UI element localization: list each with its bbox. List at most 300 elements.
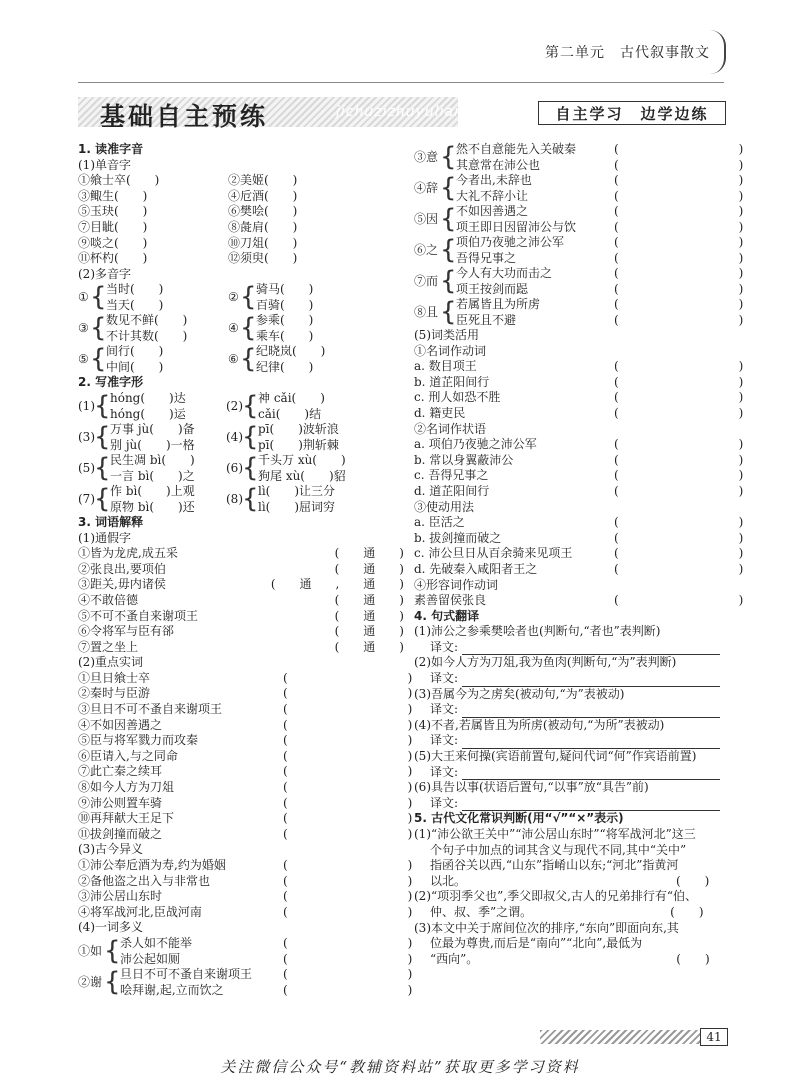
polysemy-group (414, 142, 744, 173)
translation-answer-row (414, 671, 728, 687)
question-item: 项伯乃夜驰之沛公军 (456, 235, 565, 249)
item-number: ②谢 (78, 974, 103, 989)
answer-blank: ( ) (614, 188, 744, 203)
polysemy-group (414, 204, 744, 235)
question-item: 其意常在沛公也 (456, 157, 541, 172)
question-item: c. 刑人如恐不胜 (414, 390, 501, 405)
tongjia-row (78, 624, 408, 640)
item-number: ④辞 (414, 181, 439, 195)
subheading: (1)单音字 (78, 157, 131, 172)
answer-blank: ( ) (283, 889, 413, 904)
question-item: ②张良出,要项伯 (78, 561, 166, 576)
single-char-row (78, 189, 408, 205)
item-number: ⑧且 (414, 305, 439, 319)
word-class-row (414, 405, 744, 422)
question-item: 臣死且不避 (456, 312, 517, 327)
question-item: pī( )荆斩棘 (258, 437, 339, 452)
subheading: ④形容词作动词 (414, 577, 499, 592)
item-number: ⑥之 (414, 243, 439, 257)
translation-answer-row (414, 640, 728, 656)
question-item: 旦日不可不蚤自来谢项王 (120, 966, 253, 981)
answer-blank: ( ) (283, 764, 413, 779)
question-item: 不计其数( ) (106, 328, 188, 343)
left-column (78, 142, 413, 998)
question-item: lì( )让三分 (258, 483, 336, 498)
answer-blank: ( ) (283, 717, 413, 732)
question-item: 狗尾 xù( )貂 (258, 468, 346, 483)
word-class-row (414, 390, 744, 406)
question-item: b. 拔剑撞而破之 (414, 530, 502, 545)
word-class-row (414, 561, 744, 578)
answer-blank: ( 通 , 通 ) (270, 577, 404, 592)
question-item: 沛公起如厕 (120, 951, 181, 966)
answer-blank: ( ) (614, 483, 744, 498)
question-item: 今者出,未辞也 (456, 173, 532, 187)
right-column (414, 142, 744, 967)
question-item: hóng( )达 (110, 390, 186, 405)
question-item: 然不自意能先入关破秦 (456, 142, 577, 156)
translation-answer-row (414, 765, 728, 781)
item-number: ⑤ (78, 352, 89, 367)
footer-note: 关注微信公众号“教辅资料站”获取更多学习资料 (220, 1058, 580, 1076)
glyph-group (78, 484, 408, 515)
item-number: ④ (228, 321, 239, 336)
subheading: (5)词类活用 (414, 328, 479, 342)
guyi-row (78, 873, 413, 890)
question-item: d. 先破秦入咸阳者王之 (414, 561, 538, 576)
question-item: 万事 jù( )备 (110, 421, 195, 436)
question-item: a. 项伯乃夜驰之沛公军 (414, 437, 537, 452)
question-item: 参乘( ) (256, 313, 314, 328)
answer-blank: ( ) (614, 250, 744, 265)
question-item: 间行( ) (106, 344, 164, 359)
question-item: ⑩再拜献大王足下 (78, 811, 175, 826)
question-item: 百骑( ) (256, 297, 314, 312)
culture-question-line: (3)本文中关于席间位次的排序,“东向”即面向东,其 (414, 920, 679, 935)
brace-icon: { (94, 452, 111, 483)
question-item: ②备他盗之出入与非常也 (78, 873, 211, 888)
question-item: lì( )屈词穷 (258, 499, 336, 514)
answer-blank: ( ) (614, 515, 744, 530)
brace-icon: { (242, 421, 259, 452)
brace-icon: { (440, 173, 457, 203)
question-item: ④将军战河北,臣战河南 (78, 904, 202, 919)
glyph-group (78, 391, 408, 422)
subheading: (1)通假字 (78, 530, 131, 545)
glyph-group (78, 422, 408, 453)
brace-icon: { (90, 344, 107, 375)
brace-icon: { (440, 142, 457, 172)
question-item: a. 数目项王 (414, 359, 477, 374)
answer-line (462, 674, 720, 687)
subheading: ②名词作状语 (414, 421, 487, 436)
answer-blank: ( ) (614, 173, 744, 187)
question-item: ⑤臣与将军戮力而攻秦 (78, 733, 199, 748)
brace-icon: { (240, 282, 257, 313)
word-class-row (414, 359, 744, 375)
question-item: ③距关,毋内诸侯 (78, 577, 166, 592)
question-item: 纪晓岚( ) (256, 344, 326, 359)
section-heading: 1. 读准字音 (78, 142, 144, 156)
single-char-row (78, 204, 408, 220)
question-item: ③旦日不可不蚤自来谢项王 (78, 702, 223, 717)
question-item: 民生凋 bì( ) (110, 452, 195, 467)
guyi-row (78, 858, 413, 874)
item-number: ①如 (78, 943, 103, 958)
brace-icon: { (104, 966, 121, 997)
answer-blank: ( ) (283, 670, 413, 685)
question-item: d. 籍吏民 (414, 405, 466, 420)
tongjia-row (78, 593, 408, 609)
answer-line (462, 767, 720, 780)
question-item: ③沛公居山东时 (78, 889, 163, 904)
brace-icon: { (440, 297, 457, 327)
culture-question-line: 个句子中加点的词其含义与现代不同,其中“关中” (430, 842, 687, 857)
answer-blank: ( ) (283, 858, 413, 872)
question-item: ①沛公奉卮酒为寿,约为婚姻 (78, 858, 226, 872)
answer-blank: ( ) (283, 748, 413, 763)
answer-blank: ( ) (614, 546, 744, 561)
answer-blank: ( ) (614, 266, 744, 280)
polysemy-group (414, 173, 744, 204)
culture-question-line: 位最为尊贵,而后是“南向”“北向”,最低为 (430, 936, 643, 951)
answer-blank: ( ) (283, 811, 413, 826)
question-item: b. 道芷阳间行 (414, 374, 490, 389)
answer-blank: ( ) (283, 904, 413, 919)
brace-icon: { (242, 452, 259, 483)
shici-row (78, 764, 413, 780)
translation-question: (2)如今人方为刀俎,我为鱼肉(判断句,“为”表判断) (414, 655, 677, 670)
brace-icon: { (240, 313, 257, 344)
answer-line (462, 798, 720, 811)
question-item: ⑨沛公则置车骑 (78, 795, 163, 810)
question-item: ⑥臣请入,与之同命 (78, 748, 178, 763)
answer-blank: ( ) (614, 157, 744, 172)
brace-icon: { (240, 344, 257, 375)
question-item: ⑧彘肩( ) (228, 219, 298, 234)
answer-blank: ( ) (283, 686, 413, 701)
brace-icon: { (440, 204, 457, 234)
question-item: 杀人如不能举 (120, 935, 193, 950)
item-number: (7) (78, 491, 95, 506)
word-class-row (414, 468, 744, 484)
tongjia-row (78, 577, 408, 593)
header-bracket (710, 30, 726, 74)
subheading: (4)一词多义 (78, 920, 143, 935)
brace-icon: { (104, 935, 121, 966)
subheading: (2)重点实词 (78, 655, 143, 670)
banner-subtitle: 自主学习 边学边练 (538, 101, 726, 125)
question-item: c. 沛公旦日从百余骑来见项王 (414, 546, 573, 561)
item-number: (1) (78, 398, 95, 413)
translation-label: 译文: (430, 639, 459, 654)
answer-blank: ( 通 ) (334, 592, 404, 607)
footer-stripe (540, 1030, 726, 1044)
question-item: 乘车( ) (256, 328, 314, 343)
shici-row (78, 702, 413, 718)
question-item: 骑马( ) (256, 282, 314, 297)
answer-blank: ( ) (283, 982, 413, 997)
section-heading: 4. 句式翻译 (414, 608, 480, 623)
answer-blank: ( ) (283, 733, 413, 748)
shici-row (78, 811, 413, 827)
word-class-row (414, 483, 744, 500)
word-class-row (414, 437, 744, 453)
shici-row (78, 670, 413, 687)
header-rule (78, 82, 724, 83)
culture-question-line: “西向”。 ( ) (430, 951, 710, 966)
polysemy-group (414, 266, 744, 297)
brace-icon: { (242, 483, 259, 514)
single-char-row (78, 173, 408, 189)
polysemy-group (78, 966, 413, 998)
translation-question: (3)吾属今为之虏矣(被动句,“为”表被动) (414, 686, 625, 701)
question-item: hóng( )运 (110, 406, 186, 421)
answer-blank: ( ) (283, 795, 413, 810)
question-item: 项王即日因留沛公与饮 (456, 219, 577, 234)
question-item: ④卮酒( ) (228, 188, 298, 203)
header-title: 第二单元 古代叙事散文 (545, 45, 710, 61)
question-item: ⑥令将军与臣有郤 (78, 624, 175, 639)
question-item: ⑦目眦( ) (78, 219, 148, 234)
question-item: ⑥樊哙( ) (228, 204, 298, 219)
brace-icon: { (242, 390, 259, 421)
polysemy-group (78, 935, 413, 967)
shici-row (78, 686, 413, 702)
shici-row (78, 717, 413, 734)
tongjia-row (78, 640, 408, 656)
question-item: ⑦置之坐上 (78, 639, 139, 654)
question-item: pī( )波斩浪 (258, 421, 339, 436)
question-item: ⑦此亡秦之续耳 (78, 764, 163, 779)
question-item: cǎi( )结 (258, 406, 322, 421)
question-item: 中间( ) (106, 359, 164, 374)
question-item: 纪律( ) (256, 359, 314, 374)
brace-icon: { (94, 421, 111, 452)
answer-blank: ( ) (614, 593, 744, 608)
section-heading: 3. 词语解释 (78, 514, 144, 529)
answer-blank: ( ) (614, 219, 744, 234)
word-class-row (414, 530, 744, 547)
answer-blank: ( ) (283, 702, 413, 717)
banner-pinyin: jichuzizhuyulian (336, 104, 464, 120)
answer-blank: ( ) (614, 312, 744, 327)
guyi-row (78, 889, 413, 905)
answer-line (462, 642, 720, 655)
question-item: 不如因善遇之 (456, 204, 529, 218)
answer-blank: ( ) (614, 437, 744, 452)
shici-row (78, 795, 413, 812)
answer-blank: ( ) (614, 281, 744, 296)
multi-char-group (78, 313, 408, 344)
translation-label: 译文: (430, 671, 459, 686)
question-item: ④不如因善遇之 (78, 717, 163, 732)
item-number: ③ (78, 321, 89, 336)
answer-blank: ( ) (614, 374, 744, 389)
question-item: ③鲰生( ) (78, 188, 148, 203)
answer-line (462, 705, 720, 718)
section-banner (78, 97, 724, 131)
shici-row (78, 733, 413, 749)
shici-row (78, 748, 413, 765)
question-item: 素善留侯张良 (414, 593, 487, 608)
answer-blank: ( ) (614, 204, 744, 218)
question-item: ⑧如今人方为刀俎 (78, 780, 175, 795)
question-item: ⑤不可不蚤自来谢项王 (78, 608, 199, 623)
translation-answer-row (414, 796, 728, 812)
translation-label: 译文: (430, 733, 459, 748)
item-number: (6) (226, 460, 243, 475)
answer-blank: ( ) (283, 873, 413, 888)
section-heading: 2. 写准字形 (78, 375, 144, 390)
subheading: (2)多音字 (78, 266, 131, 281)
polysemy-group (414, 235, 744, 266)
question-item: ④不敢倍德 (78, 592, 139, 607)
item-number: ③意 (414, 150, 439, 164)
culture-question-line: 指函谷关以西,“山东”指崤山以东;“河北”指黄河 (430, 858, 679, 873)
translation-label: 译文: (430, 764, 459, 779)
item-number: ⑤因 (414, 212, 439, 226)
section-heading: 5. 古代文化常识判断(用“√”“×”表示) (414, 811, 624, 826)
answer-blank: ( ) (283, 826, 413, 841)
question-item: ⑫须臾( ) (228, 251, 298, 266)
item-number: ⑦而 (414, 274, 439, 288)
question-item: 原物 bì( )还 (110, 499, 195, 514)
answer-blank: ( ) (614, 468, 744, 483)
tongjia-row (78, 546, 408, 562)
glyph-group (78, 453, 408, 484)
answer-line (462, 736, 720, 749)
brace-icon: { (94, 483, 111, 514)
question-item: 千头万 xù( ) (258, 452, 346, 467)
question-item: 别 jù( )一格 (110, 437, 195, 452)
brace-icon: { (440, 266, 457, 296)
answer-blank: ( 通 ) (334, 561, 404, 576)
answer-blank: ( ) (614, 359, 744, 374)
answer-blank: ( 通 ) (334, 546, 404, 561)
translation-question: (5)大王来何操(宾语前置句,疑问代词“何”作宾语前置) (414, 749, 697, 764)
translation-question: (1)沛公之参乘樊哙者也(判断句,“者也”表判断) (414, 624, 661, 639)
translation-question: (4)不者,若属皆且为所虏(被动句,“为所”表被动) (414, 717, 665, 732)
word-class-row (414, 515, 744, 531)
tongjia-row (78, 609, 408, 625)
item-number: (4) (226, 429, 243, 444)
translation-label: 译文: (430, 702, 459, 717)
brace-icon: { (90, 313, 107, 344)
answer-blank: ( ) (614, 235, 744, 249)
shici-row (78, 826, 413, 843)
brace-icon: { (440, 235, 457, 265)
question-item: 项王按剑而跽 (456, 281, 529, 296)
culture-question-line: 仲、叔、季”之谓。 ( ) (430, 904, 704, 919)
item-number: (3) (78, 429, 95, 444)
word-class-row (414, 374, 744, 391)
question-item: 数见不鲜( ) (106, 313, 188, 328)
question-item: ⑤玉玦( ) (78, 204, 148, 219)
answer-blank: ( ) (614, 297, 744, 311)
translation-answer-row (414, 702, 728, 718)
question-item: a. 臣活之 (414, 515, 465, 530)
question-item: 一言 bì( )之 (110, 468, 195, 483)
subheading: ③使动用法 (414, 499, 475, 514)
answer-blank: ( ) (283, 951, 413, 966)
culture-question-line: (2)“项羽季父也”,季父即叔父,古人的兄弟排行有“伯、 (414, 889, 698, 904)
page-number: 41 (700, 1028, 728, 1046)
subheading: ①名词作动词 (414, 343, 487, 358)
question-item: 今人有大功而击之 (456, 266, 553, 280)
polysemy-group (414, 297, 744, 328)
word-class-row (414, 593, 744, 609)
word-class-row (414, 546, 744, 562)
translation-label: 译文: (430, 795, 459, 810)
word-class-row (414, 452, 744, 469)
single-char-row (78, 220, 408, 236)
question-item: ①皆为龙虎,成五采 (78, 546, 178, 561)
banner-title: 基础自主预练 (100, 102, 269, 131)
item-number: ② (228, 290, 239, 305)
question-item: ⑩刀俎( ) (228, 235, 298, 250)
item-number: ① (78, 290, 89, 305)
question-item: ⑪杯杓( ) (78, 251, 148, 266)
tongjia-row (78, 562, 408, 578)
question-item: d. 道芷阳间行 (414, 483, 490, 498)
question-item: b. 常以身翼蔽沛公 (414, 452, 514, 467)
shici-row (78, 780, 413, 796)
answer-blank: ( ) (614, 530, 744, 545)
question-item: 当时( ) (106, 282, 164, 297)
answer-blank: ( ) (614, 405, 744, 420)
answer-blank: ( 通 ) (334, 639, 404, 654)
multi-char-group (78, 282, 408, 313)
question-item: c. 吾得兄事之 (414, 468, 489, 483)
question-item: ⑪拔剑撞而破之 (78, 826, 163, 841)
question-item: ①旦日飨士卒 (78, 670, 151, 685)
question-item: 神 cǎi( ) (258, 390, 325, 405)
brace-icon: { (94, 390, 111, 421)
culture-question-line: (1)“沛公欲王关中”“沛公居山东时”“将军战河北”这三 (414, 827, 696, 841)
question-item: 作 bì( )上观 (110, 483, 195, 498)
question-item: 当天( ) (106, 297, 164, 312)
answer-blank: ( 通 ) (334, 624, 404, 639)
single-char-row (78, 236, 408, 252)
question-item: 哙拜谢,起,立而饮之 (120, 982, 224, 997)
answer-blank: ( ) (614, 390, 744, 405)
subheading: (3)古今异义 (78, 842, 143, 857)
question-item: ⑨啖之( ) (78, 235, 148, 250)
guyi-row (78, 904, 413, 921)
question-item: ①飨士卒( ) (78, 173, 160, 188)
question-item: ②秦时与臣游 (78, 686, 151, 701)
item-number: (8) (226, 491, 243, 506)
item-number: ⑥ (228, 352, 239, 367)
answer-blank: ( 通 ) (334, 608, 404, 623)
question-item: 吾得兄事之 (456, 250, 517, 265)
multi-char-group (78, 344, 408, 375)
answer-blank: ( ) (283, 935, 413, 950)
answer-blank: ( ) (614, 561, 744, 576)
single-char-row (78, 251, 408, 267)
answer-blank: ( ) (283, 780, 413, 795)
answer-blank: ( ) (614, 452, 744, 467)
translation-question: (6)具告以事(状语后置句,“以事”放“具告”前) (414, 780, 649, 795)
question-item: ②美姬( ) (228, 173, 298, 188)
answer-blank: ( ) (283, 966, 413, 981)
item-number: (5) (78, 460, 95, 475)
translation-answer-row (414, 733, 728, 749)
brace-icon: { (90, 282, 107, 313)
question-item: 大礼不辞小让 (456, 188, 529, 203)
culture-question-line: 以北。 ( ) (430, 873, 710, 888)
